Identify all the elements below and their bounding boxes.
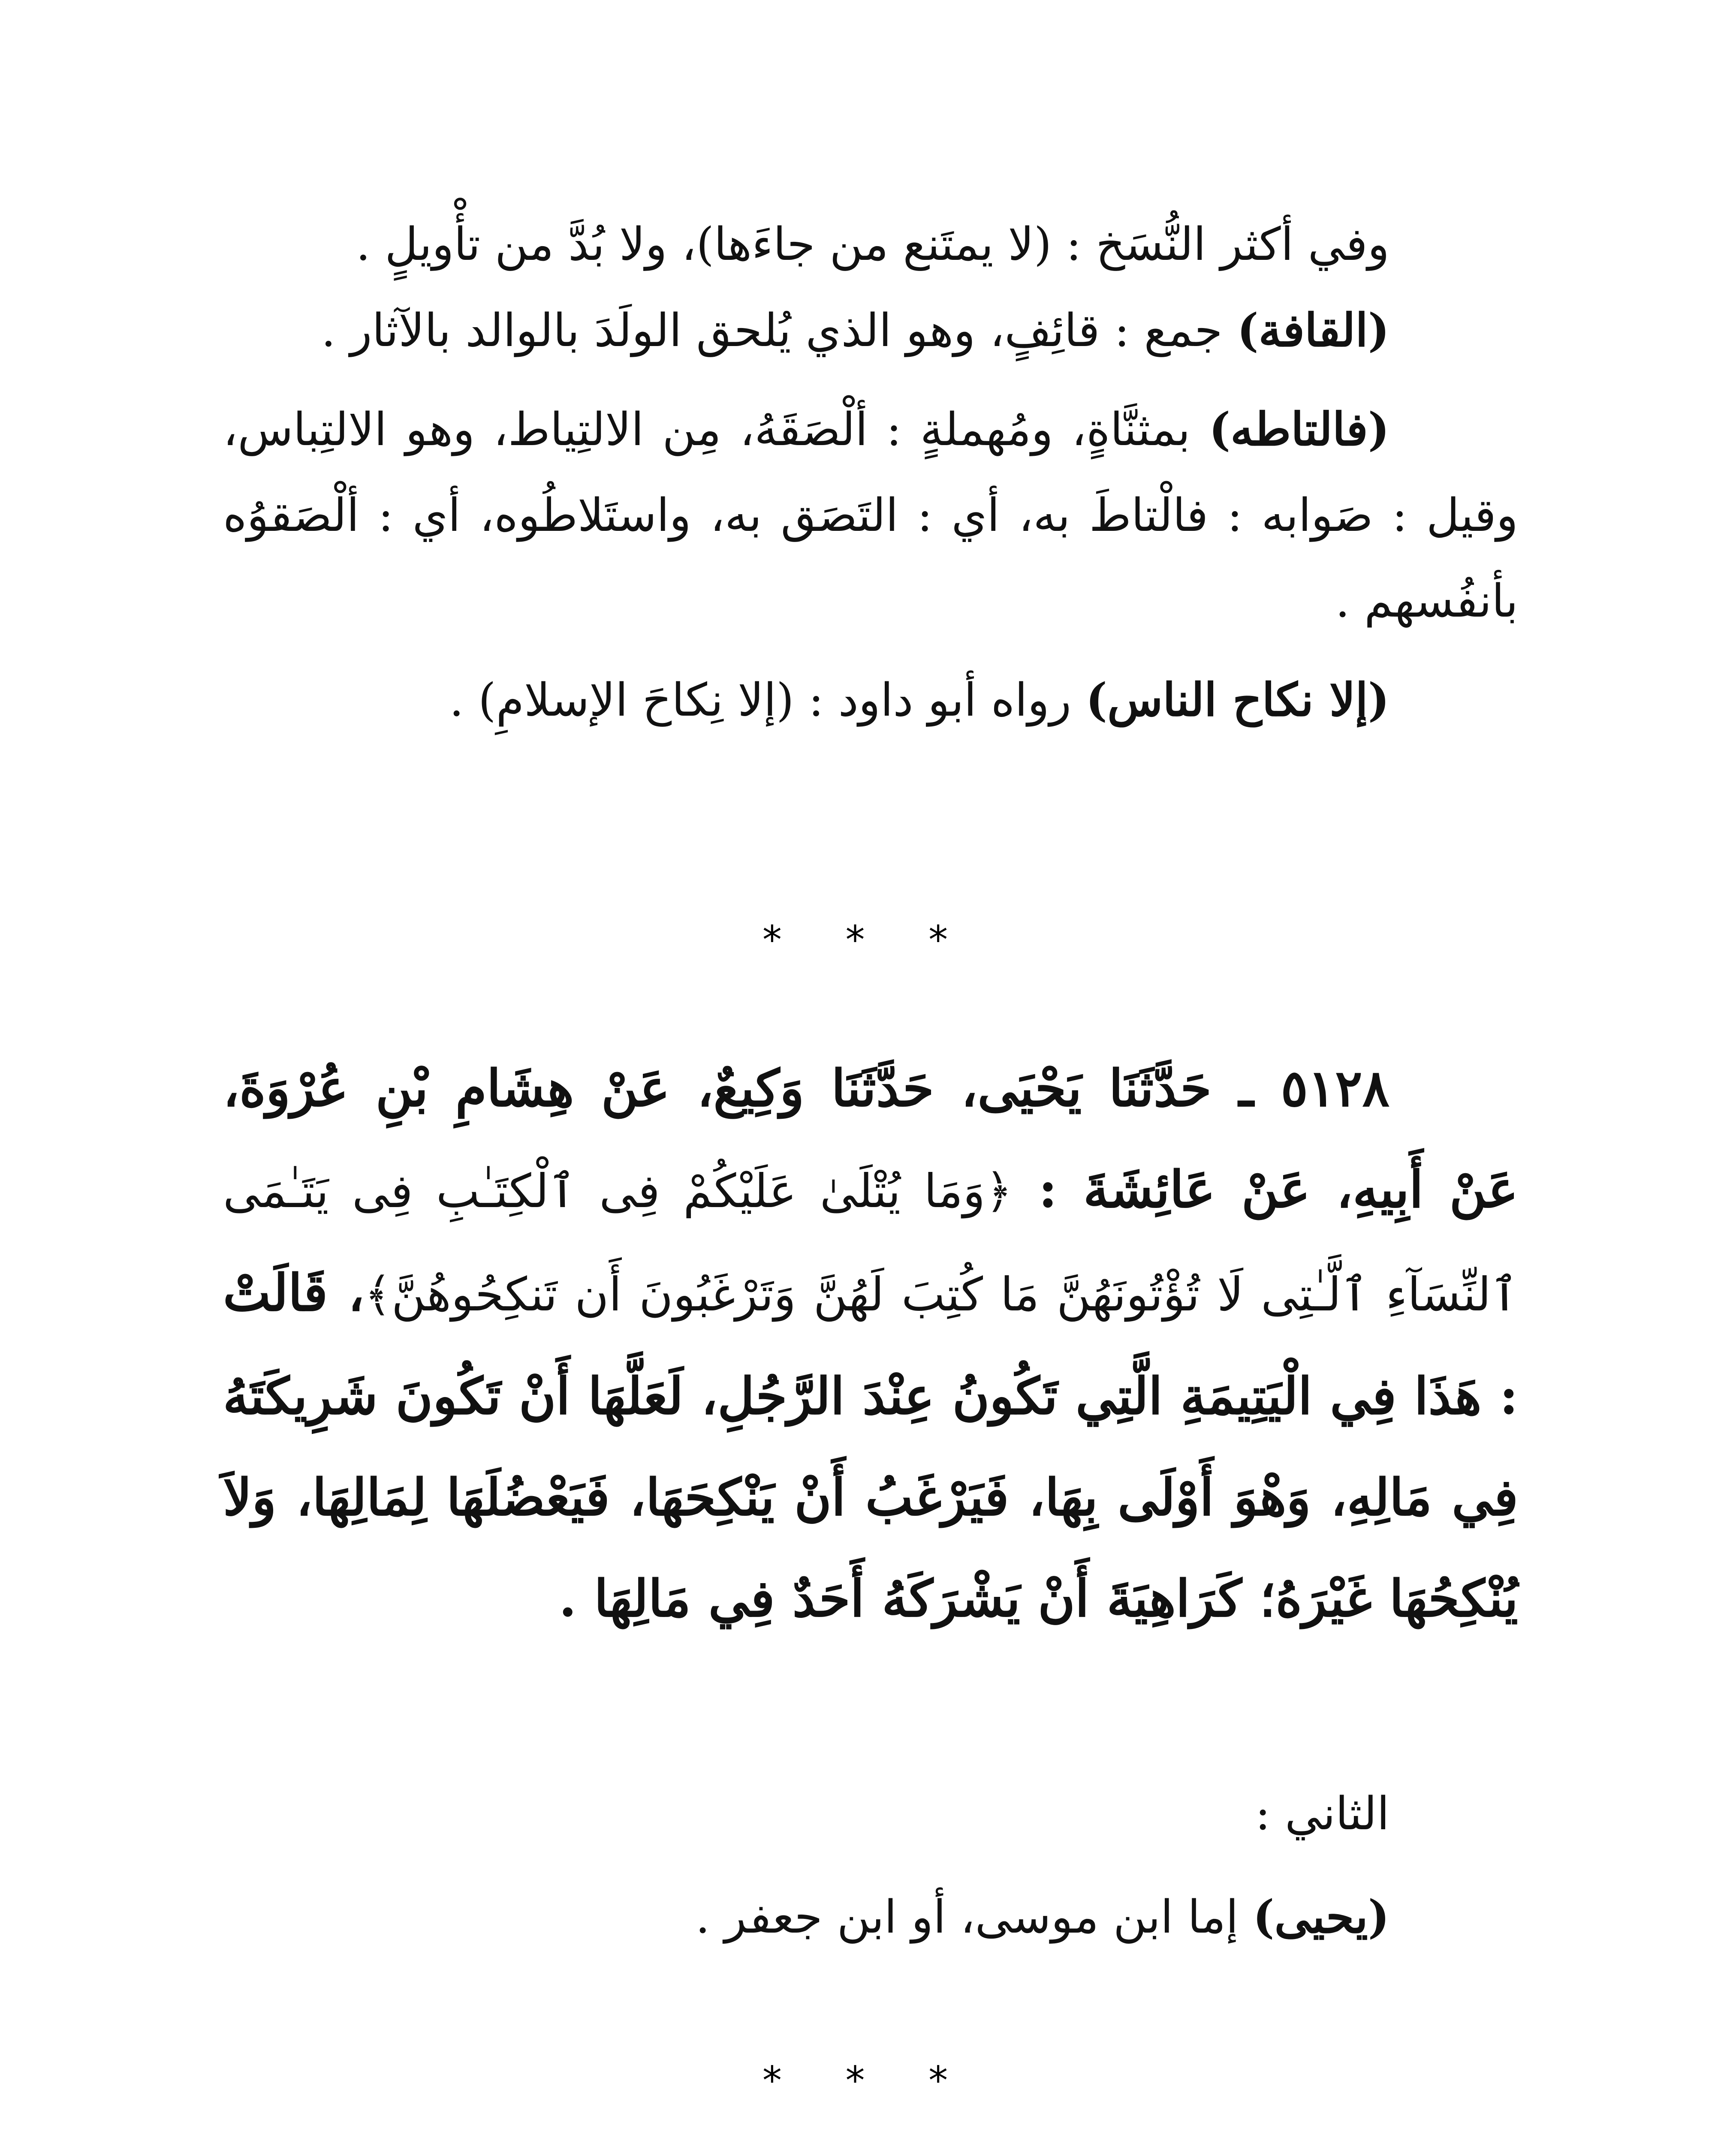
note-paragraph-1 [223, 202, 1518, 287]
commentary-term: (يحيى) [1253, 1890, 1389, 1943]
note-paragraph-2 [223, 287, 1518, 373]
notes-section [223, 202, 1518, 743]
note-4-term: (إلا نكاح الناس) [1085, 673, 1389, 726]
hadith-5128-matn: ، قَالَتْ : هَذَا فِي الْيَتِيمَةِ الَّتِي تَكُونُ عِنْدَ الرَّجُلِ، لَعَلَّهَا أَنْ تَكُونَ شَرِيكَتَهُ فِي مَالِهِ، وَهْوَ أَوْلَى بِهَا، فَيَرْغَبُ أَنْ يَنْكِحَهَا، فَيَعْضُلَهَا لِمَالِهَا، وَلاَ يُنْكِحُهَا غَيْرَهُ؛ كَرَاهِيَةَ أَنْ يَشْرَكَهُ أَحَدٌ فِي مَالِهَا . [223, 1263, 1518, 1628]
hadith-5128-isnad: ٥١٢٨ ـ حَدَّثَنَا يَحْيَى، حَدَّثَنَا وَكِيعٌ، عَنْ هِشَامِ بْنِ عُرْوَةَ، عَنْ أَبِيهِ، عَنْ عَائِشَةَ : [223, 1058, 1518, 1219]
hadith-5128-paragraph [223, 1038, 1518, 1649]
commentary-heading: الثاني : [1255, 1787, 1389, 1840]
section-separator-2: * * * [762, 2058, 974, 2103]
note-paragraph-3 [223, 386, 1518, 644]
commentary-paragraph [223, 1874, 1518, 1960]
note-3-text: بمثنَّاةٍ، ومُهملةٍ : ألْصَقَهُ، مِن الالتِياط، وهو الالتِباس، وقيل : صَوابه : فالْتاطَ به، أي : التَصَق به، واستَلاطُوه، أي : ألْصَقوُه بأنفُسهم . [223, 403, 1518, 627]
note-1-text: وفي أكثر النُّسَخ : (لا يمتَنع من جاءَها)، ولا بُدَّ من تأْويلٍ . [356, 218, 1389, 271]
note-2-term: (القافة) [1237, 303, 1389, 357]
note-paragraph-4 [223, 657, 1518, 743]
note-2-text: جمع : قائِفٍ، وهو الذي يُلحق الولَدَ بالوالد بالآثار . [321, 304, 1237, 357]
quran-verse: ﴿وَمَا يُتْلَىٰ عَلَيْكُمْ فِى ٱلْكِتَـٰبِ فِى يَتَـٰمَى ٱلنِّسَآءِ ٱلَّـٰتِى لَا تُؤْتُونَهُنَّ مَا كُتِبَ لَهُنَّ وَتَرْغَبُونَ أَن تَنكِحُوهُنَّ﴾ [223, 1165, 1518, 1322]
note-3-term: (فالتاطه) [1209, 402, 1389, 456]
commentary-text: إما ابن موسى، أو ابن جعفر . [695, 1891, 1253, 1943]
hadith-5128 [223, 1038, 1518, 1649]
note-4-text: رواه أبو داود : (إلا نِكاحَ الإسلامِ) . [449, 674, 1086, 726]
section-separator-1: * * * [762, 918, 974, 963]
commentary-section [223, 1771, 1518, 1960]
